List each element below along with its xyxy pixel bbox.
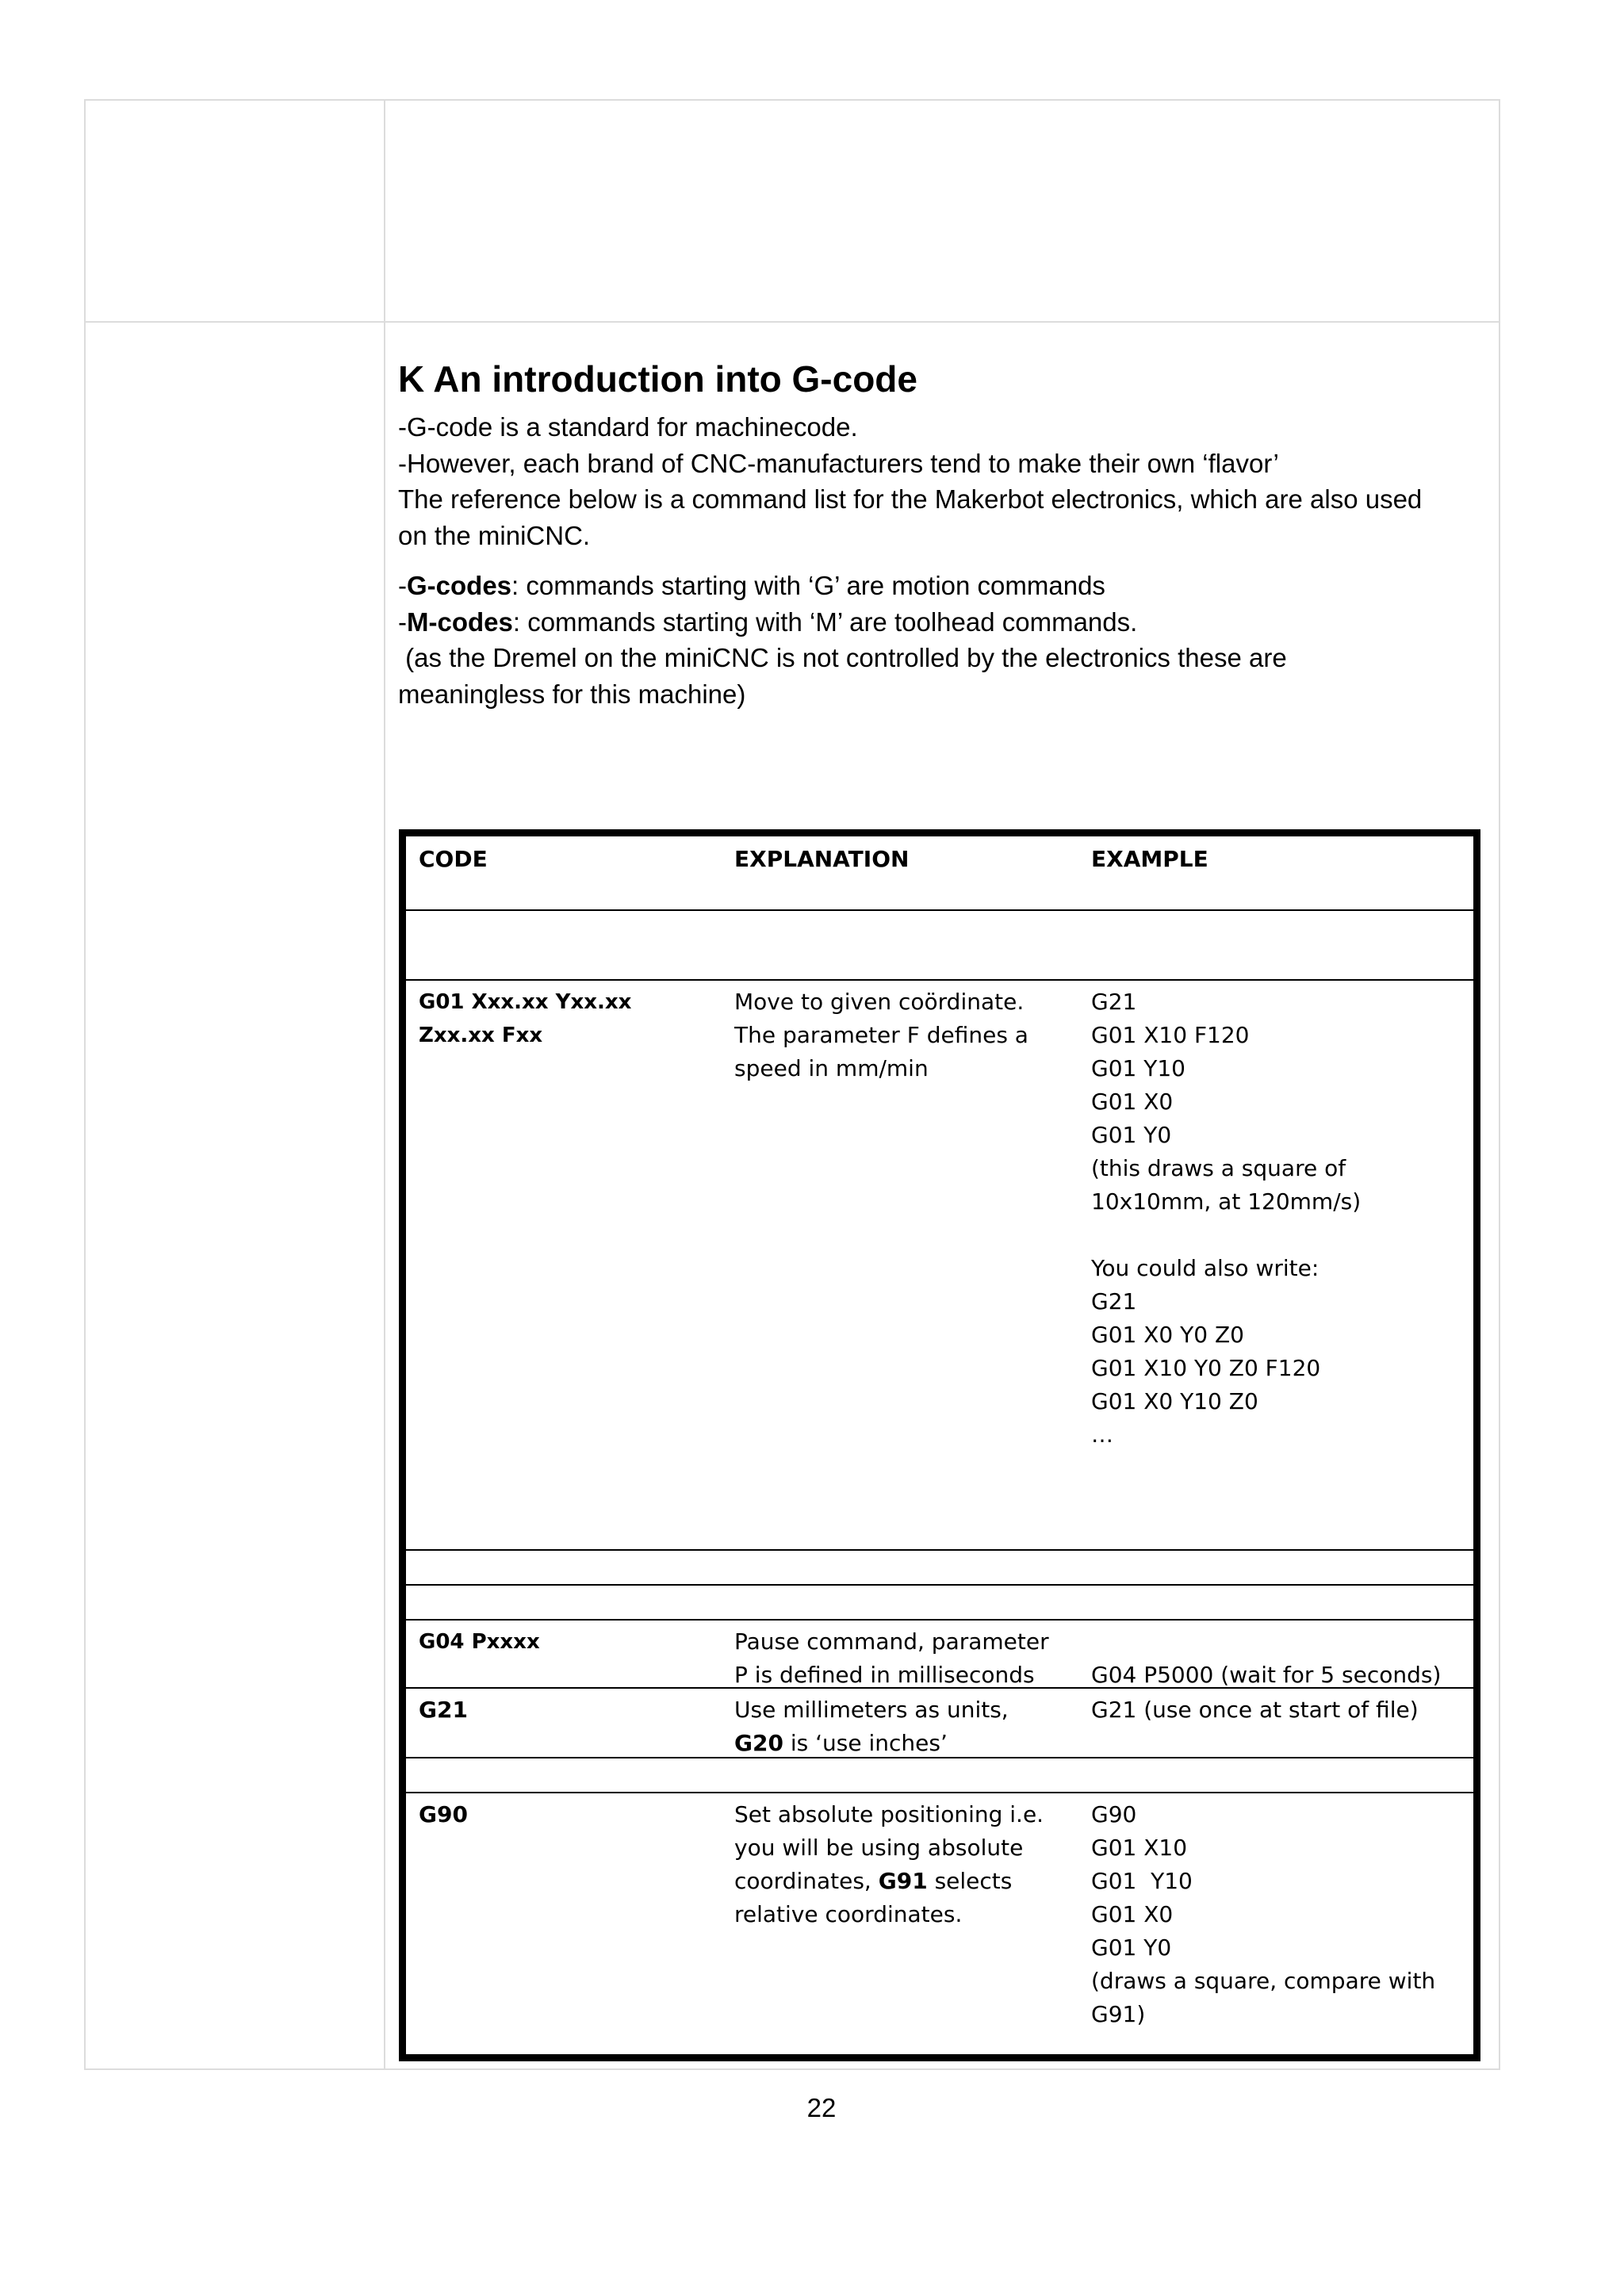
g01-example-line: G21 [1091,1288,1137,1314]
g01-code-line: G01 Xxx.xx Yxx.xx [419,990,632,1014]
g01-example-line: G01 X0 Y10 Z0 [1091,1388,1258,1414]
intro-line: on the miniCNC. [398,520,591,550]
g04-explanation-line: Pause command, parameter [734,1628,1049,1655]
g04-explanation [734,1625,1083,1692]
table-row-g90 [406,1793,1473,2054]
table-row-empty [406,1586,1473,1621]
table-row-g01 [406,981,1473,1551]
g01-example [1091,985,1464,1452]
g-codes-prefix: - [398,571,407,600]
layout-row-divider [84,321,1500,323]
g90-example-line: G01 X0 [1091,1901,1174,1927]
g01-example-line: G01 Y10 [1091,1055,1185,1081]
table-row-g04 [406,1621,1473,1689]
header-example: EXAMPLE [1091,846,1208,872]
gcode-reference-table [399,829,1480,2061]
g01-example-line: G01 X0 [1091,1089,1174,1115]
intro-line: -However, each brand of CNC-manufacturers tend to make their own ‘flavor’ [398,448,1279,478]
table-row-empty [406,1758,1473,1793]
intro-line: The reference below is a command list for the Makerbot electronics, which are also used [398,484,1423,514]
g90-explanation-line: Set absolute positioning i.e. [734,1801,1044,1827]
g01-example-line: G01 X10 F120 [1091,1022,1250,1048]
g01-code [419,985,720,1052]
header-code: CODE [419,846,488,872]
g01-explanation-line: Move to given coördinate. [734,989,1025,1015]
g90-explanation-line [734,1865,1083,1898]
g90-example-line: G01 Y10 [1091,1868,1193,1894]
g90-code: G90 [419,1801,468,1827]
table-row-g21 [406,1689,1473,1758]
intro-line: -G-code is a standard for machinecode. [398,412,858,442]
g91-code-ref: G91 [878,1868,928,1894]
g04-explanation-line: P is defined in milliseconds [734,1662,1035,1688]
g01-example-line: G21 [1091,989,1137,1015]
g21-example: G21 (use once at start of file) [1091,1697,1419,1723]
note-line: (as the Dremel on the miniCNC is not controlled by the electronics these are [398,643,1287,672]
g90-example-line: G90 [1091,1801,1137,1827]
g-codes-line [398,568,1492,604]
section-content [398,354,1492,712]
g21-explanation-line: Use millimeters as units, [734,1697,1009,1723]
g21-explanation-rest: is ‘use inches’ [783,1730,948,1756]
g90-example-line: G01 X10 [1091,1835,1188,1861]
g04-code: G04 Pxxxx [419,1630,540,1654]
table-row-empty [406,1551,1473,1586]
g90-explanation-line: you will be using absolute [734,1835,1024,1861]
note-line: meaningless for this machine) [398,679,746,709]
g21-code: G21 [419,1697,468,1723]
m-codes-line [398,604,1492,641]
layout-column-divider [384,99,385,2070]
code-types-paragraph [398,568,1492,712]
g01-example-line: 10x10mm, at 120mm/s) [1091,1188,1362,1215]
g20-code-ref: G20 [734,1730,783,1756]
g04-example: G04 P5000 (wait for 5 seconds) [1091,1662,1442,1688]
g90-example-line: G01 Y0 [1091,1934,1172,1961]
g90-explanation-post: selects [927,1868,1013,1894]
g01-example-line: … [1091,1422,1113,1448]
g90-example-line: (draws a square, compare with [1091,1968,1436,1994]
m-codes-text: : commands starting with ‘M’ are toolhead commands. [512,607,1138,637]
g01-example-line: G01 X10 Y0 Z0 F120 [1091,1355,1321,1381]
g01-example-line: G01 Y0 [1091,1122,1172,1148]
g90-example [1091,1798,1464,2031]
g01-code-line: Zxx.xx Fxx [419,1024,543,1047]
table-header-row [406,836,1473,911]
g01-example-line: G01 X0 Y0 Z0 [1091,1322,1244,1348]
g21-explanation-line [734,1727,1083,1760]
g01-example-line: (this draws a square of [1091,1155,1346,1181]
g01-explanation-line: speed in mm/min [734,1055,929,1081]
page-number: 22 [806,2093,837,2122]
intro-paragraph [398,409,1492,553]
section-title: K An introduction into G-code [398,358,917,400]
g90-example-line: G91) [1091,2001,1146,2027]
g01-example-line [1091,1219,1464,1252]
g-codes-text: : commands starting with ‘G’ are motion commands [511,571,1105,600]
header-explanation: EXPLANATION [734,846,910,872]
table-row-empty [406,911,1473,981]
m-codes-label: M-codes [407,607,513,637]
g01-explanation-line: The parameter F defines a [734,1022,1028,1048]
g01-explanation [734,985,1083,1085]
g90-explanation-pre: coordinates, [734,1868,879,1894]
m-codes-prefix: - [398,607,407,637]
g90-explanation-line: relative coordinates. [734,1901,963,1927]
g21-explanation [734,1693,1083,1760]
g01-example-line: You could also write: [1091,1255,1320,1281]
g-codes-label: G-codes [407,571,512,600]
g90-explanation [734,1798,1083,1931]
